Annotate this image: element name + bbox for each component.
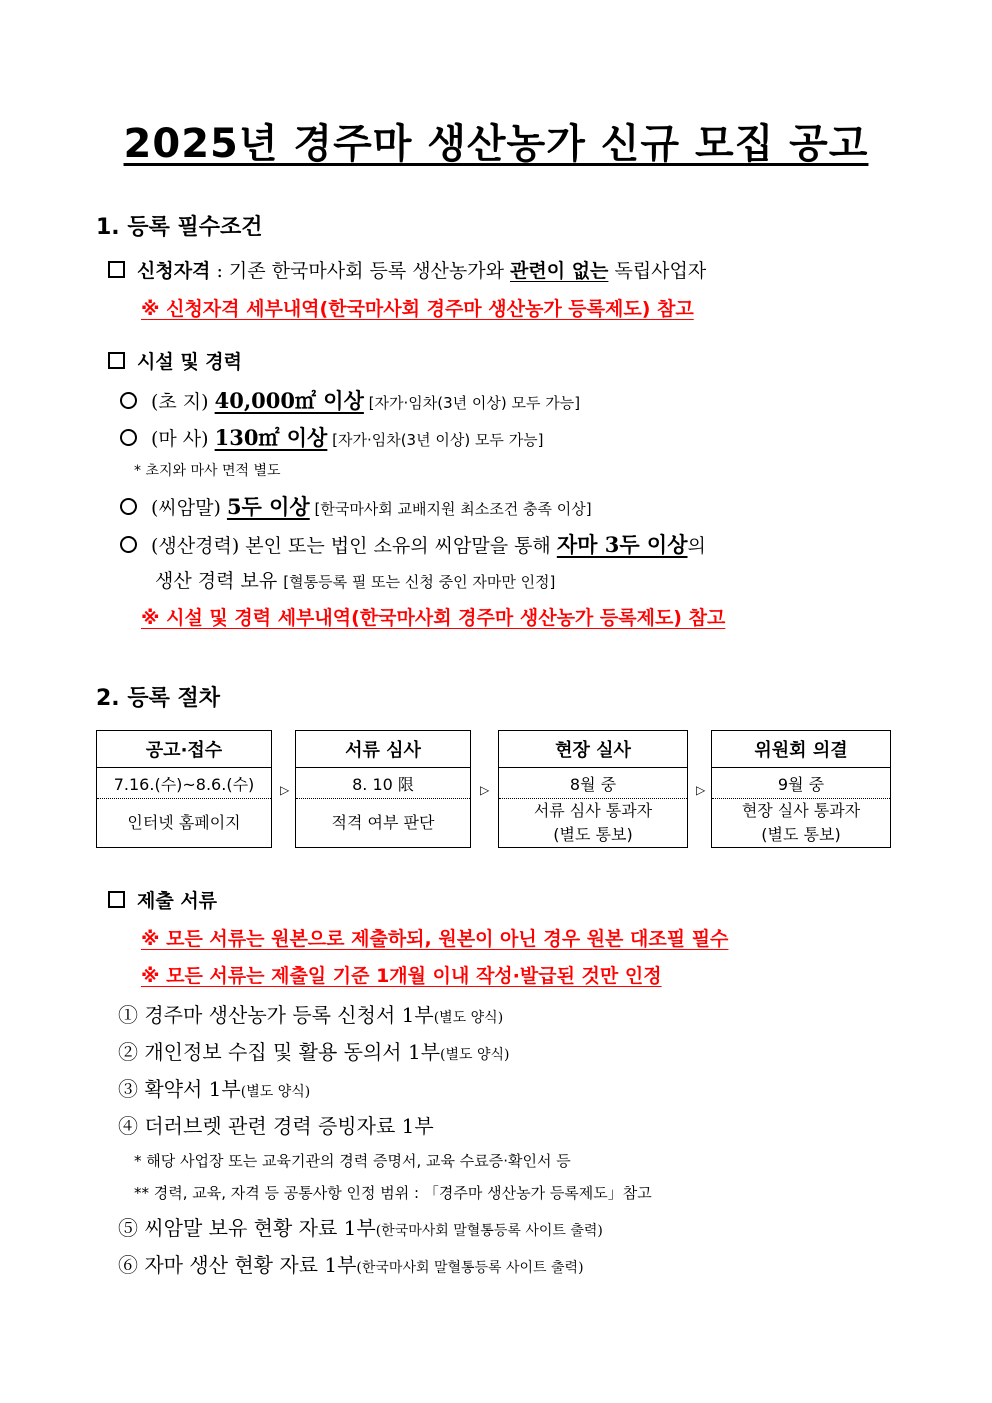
document-item-2: ② 개인정보 수집 및 활용 동의서 1부(별도 양식) [118,1040,510,1064]
documents-note-original: ※ 모든 서류는 원본으로 제출하되, 원본이 아닌 경우 원본 대조필 필수 [141,928,729,950]
step-desc: 적격 여부 판단 [331,813,435,832]
section2-heading: 2. 등록 절차 [96,686,220,711]
step-date: 8월 중 [499,768,687,799]
checkbox-square-icon [108,261,125,278]
facility-item-stable: (마 사) 130㎡ 이상 [자가·임차(3년 이상) 모두 가능] [120,422,544,452]
document-item-1: ① 경주마 생산농가 등록 신청서 1부(별도 양식) [118,1003,504,1027]
circle-bullet-icon [120,536,137,553]
arrow-icon: ▷ [480,783,490,797]
step-title: 서류 심사 [296,731,470,768]
step-desc-note: (별도 통보) [761,825,841,844]
qualification-line [108,256,706,283]
facility-item-career: (생산경력) 본인 또는 법인 소유의 씨암말을 통해 자마 3두 이상의 [120,529,706,559]
section1-heading: 1. 등록 필수조건 [96,215,263,240]
document-footnote-1: * 해당 사업장 또는 교육기관의 경력 증명서, 교육 수료증·확인서 등 [134,1152,571,1170]
arrow-icon: ▷ [280,783,290,797]
qualification-text-end: 독립사업자 [608,260,707,282]
facility-item-mare: (씨암말) 5두 이상 [한국마사회 교배지원 최소조건 충족 이상] [120,491,592,521]
circle-bullet-icon [120,392,137,409]
step-date: 8. 10 限 [296,768,470,799]
step-date: 9월 중 [712,768,890,799]
page-title: 2025년 경주마 생산농가 신규 모집 공고 [123,121,869,167]
step-desc-note: (별도 통보) [553,825,633,844]
step-title: 공고·접수 [97,731,271,768]
checkbox-square-icon [108,891,125,908]
document-item-5: ⑤ 씨암말 보유 현황 자료 1부(한국마사회 말혈통등록 사이트 출력) [118,1216,603,1240]
step-date: 7.16.(수)~8.6.(수) [97,768,271,799]
step-document-review [295,730,471,848]
qualification-emphasis: 관련이 없는 [510,260,609,282]
step-application [96,730,272,848]
qualification-note: ※ 신청자격 세부내역(한국마사회 경주마 생산농가 등록제도) 참고 [141,298,694,320]
arrow-icon: ▷ [696,783,706,797]
facilities-heading: 시설 및 경력 [108,347,242,374]
document-item-6: ⑥ 자마 생산 현황 자료 1부(한국마사회 말혈통등록 사이트 출력) [118,1253,584,1277]
step-desc: 현장 실사 통과자 [741,801,861,820]
facility-footnote: * 초지와 마사 면적 별도 [134,463,281,479]
circle-bullet-icon [120,429,137,446]
step-desc: 인터넷 홈페이지 [127,813,241,832]
facility-item-pasture: (초 지) 40,000㎡ 이상 [자가·임차(3년 이상) 모두 가능] [120,385,580,415]
step-title: 위원회 의결 [712,731,890,768]
documents-heading: 제출 서류 [108,886,217,913]
step-title: 현장 실사 [499,731,687,768]
step-site-inspection [498,730,688,848]
step-desc: 서류 심사 통과자 [533,801,653,820]
checkbox-square-icon [108,352,125,369]
facilities-note: ※ 시설 및 경력 세부내역(한국마사회 경주마 생산농가 등록제도) 참고 [141,607,726,629]
facility-career-line2: 생산 경력 보유 [혈통등록 필 또는 신청 중인 자마만 인정] [155,570,556,592]
circle-bullet-icon [120,498,137,515]
document-item-4: ④ 더러브렛 관련 경력 증빙자료 1부 [118,1114,434,1138]
documents-note-period: ※ 모든 서류는 제출일 기준 1개월 이내 작성·발급된 것만 인정 [141,965,662,987]
qualification-label: 신청자격 [137,260,211,282]
qualification-text: : 기존 한국마사회 등록 생산농가와 [210,260,511,282]
step-committee [711,730,891,848]
document-item-3: ③ 확약서 1부(별도 양식) [118,1077,311,1101]
document-footnote-2: ** 경력, 교육, 자격 등 공통사항 인정 범위 : 「경주마 생산농가 등록제도」참고 [134,1184,652,1202]
